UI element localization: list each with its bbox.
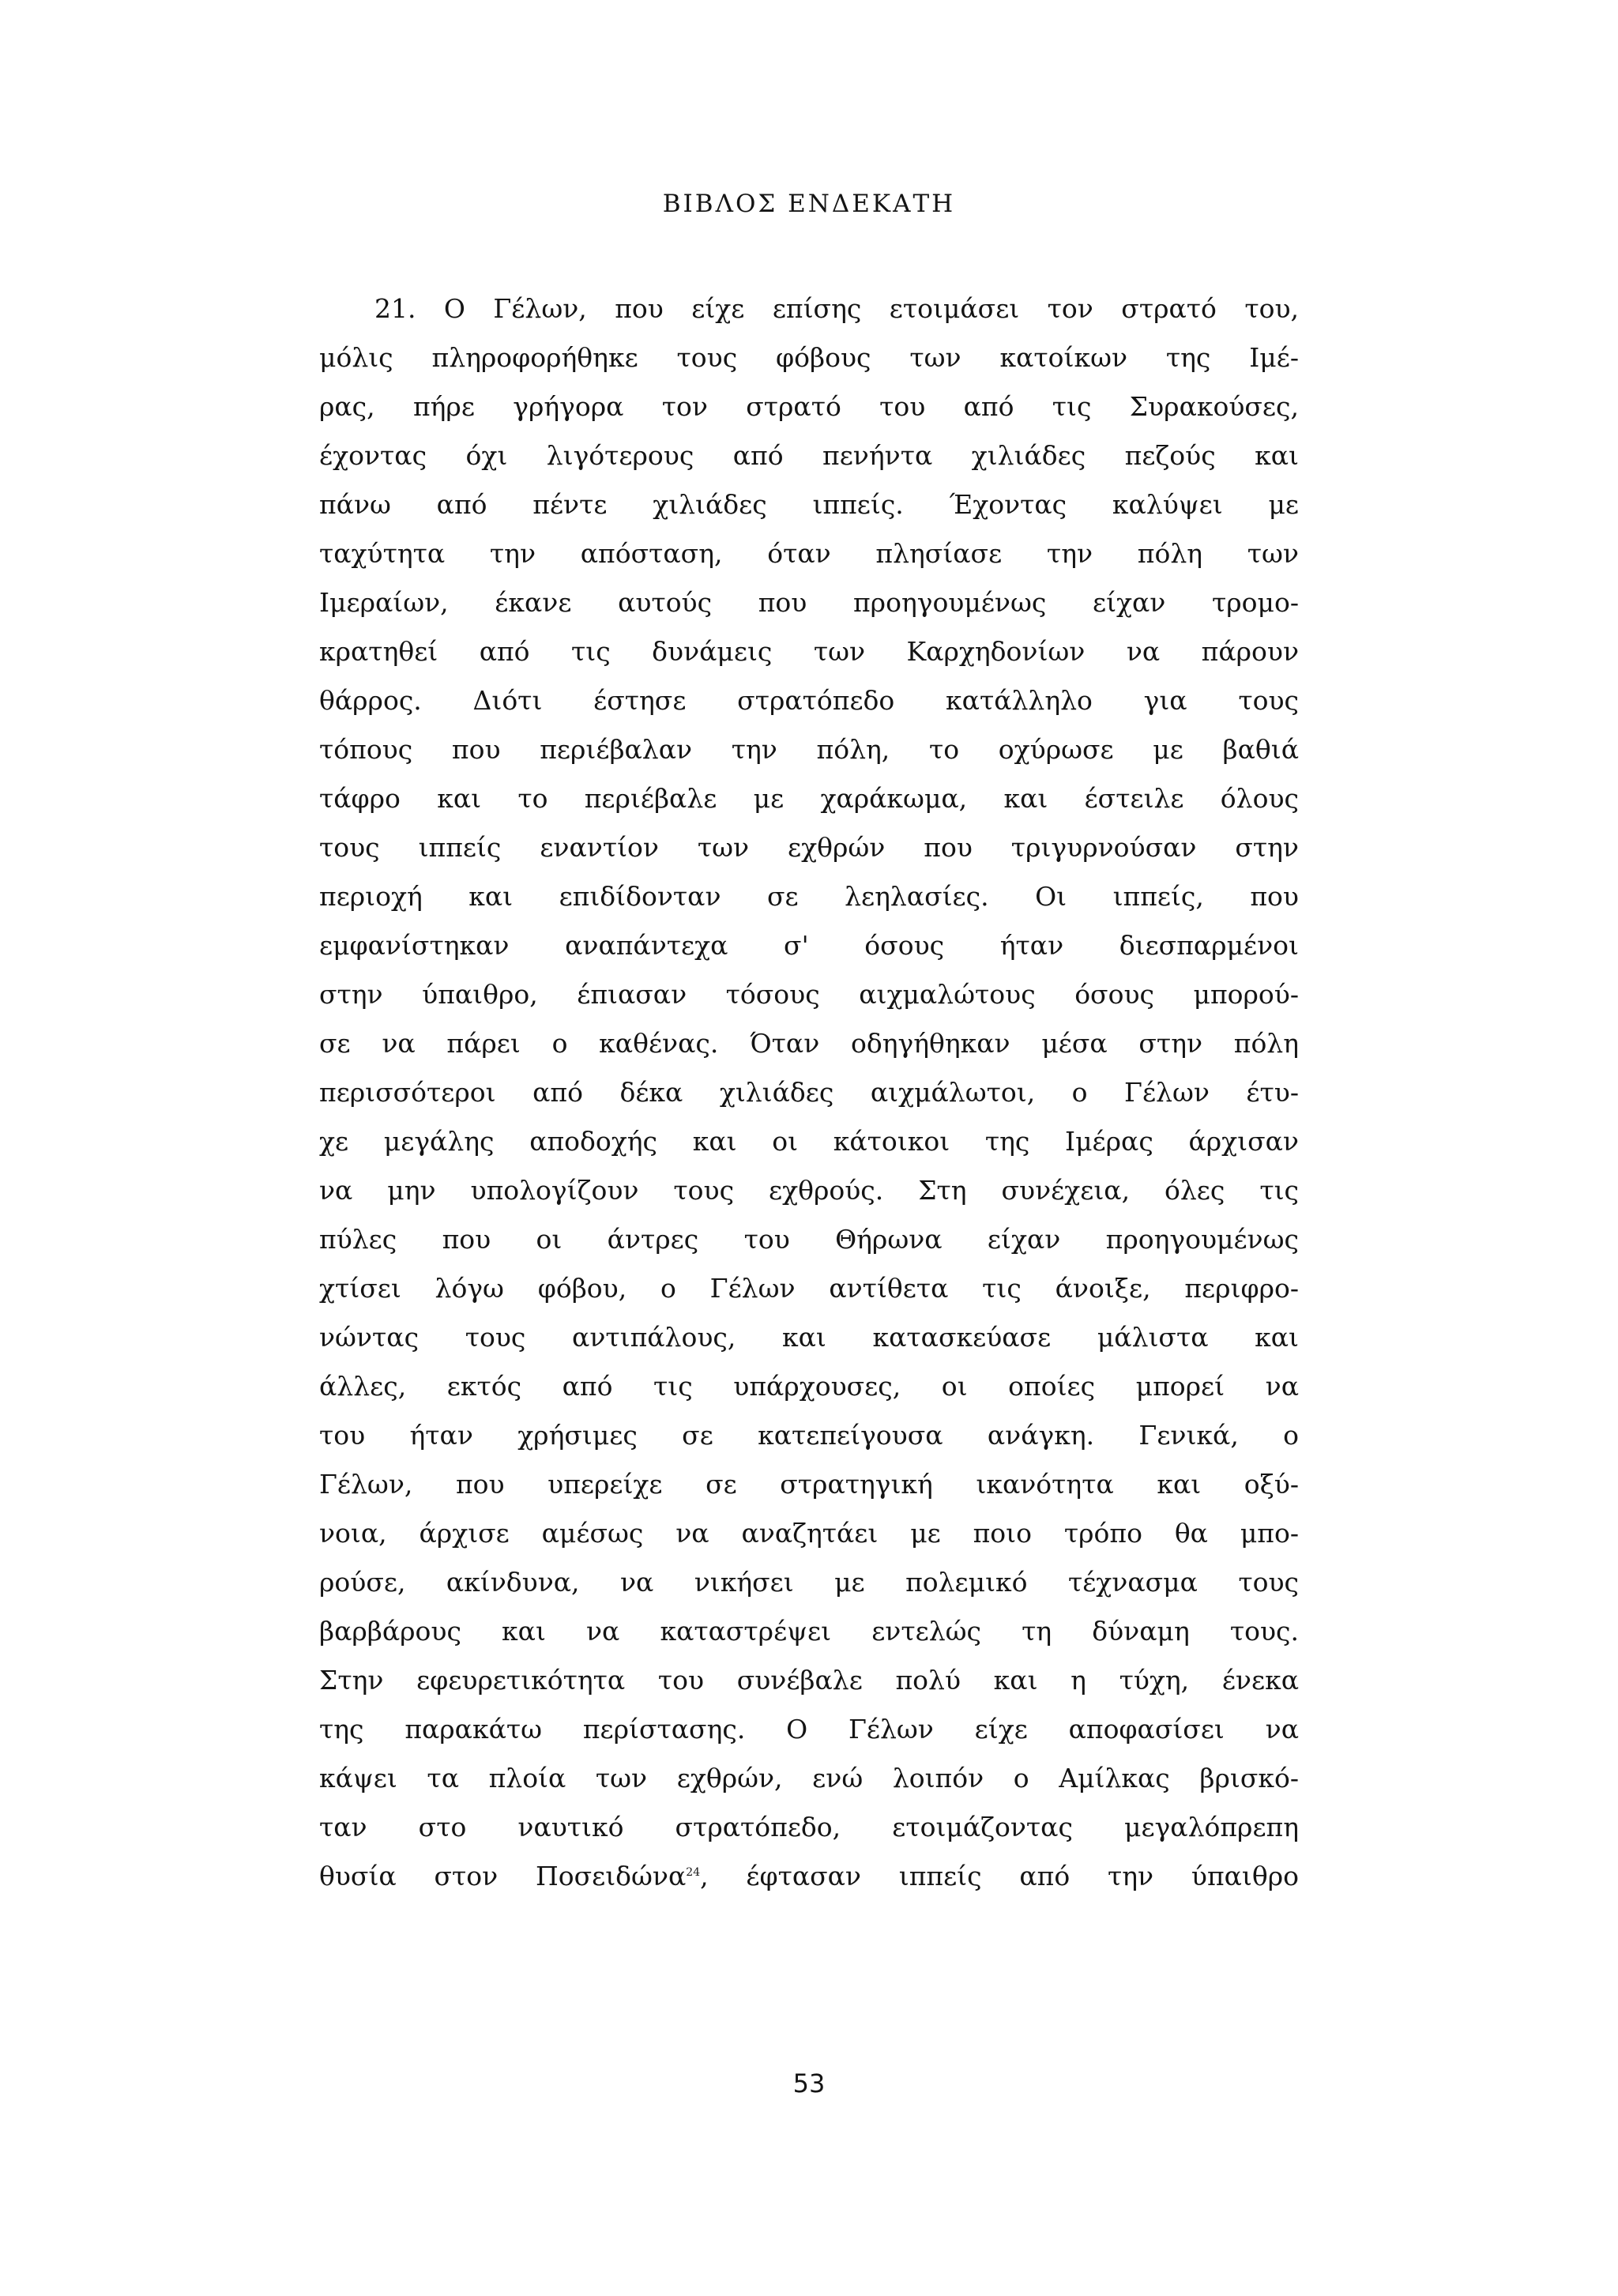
text-line: ρούσε, ακίνδυνα, να νικήσει με πολεμικό τέχνασμα τους [319, 1567, 1299, 1598]
text-line: άλλες, εκτός από τις υπάρχουσες, οι οποίες μπορεί να [319, 1371, 1299, 1402]
text-line: ρας, πήρε γρήγορα τον στρατό του από τις Συρακούσες, [319, 391, 1299, 422]
text-line: του ήταν χρήσιμες σε κατεπείγουσα ανάγκη. Γενικά, ο [319, 1420, 1299, 1451]
text-line: νοια, άρχισε αμέσως να αναζητάει με ποιο τρόπο θα μπο- [319, 1518, 1299, 1549]
text-line: περιοχή και επιδίδονταν σε λεηλασίες. Οι ιππείς, που [319, 881, 1299, 912]
text-line: Γέλων, που υπερείχε σε στρατηγική ικανότητα και οξύ- [319, 1469, 1299, 1500]
text-line: τάφρο και το περιέβαλε με χαράκωμα, και έστειλε όλους [319, 783, 1299, 814]
text-line: τόπους που περιέβαλαν την πόλη, το οχύρωσε με βαθιά [319, 734, 1299, 765]
text-fragment: , έφτασαν ιππείς από την ύπαιθρο [700, 1861, 1299, 1891]
text-line: νώντας τους αντιπάλους, και κατασκεύασε μάλιστα και [319, 1322, 1299, 1353]
text-line: κάψει τα πλοία των εχθρών, ενώ λοιπόν ο Αμίλκας βρισκό- [319, 1763, 1299, 1794]
text-line: μόλις πληροφορήθηκε τους φόβους των κατοίκων της Ιμέ- [319, 342, 1299, 373]
text-line: ταχύτητα την απόσταση, όταν πλησίασε την πόλη των [319, 538, 1299, 569]
text-line: της παρακάτω περίστασης. Ο Γέλων είχε αποφασίσει να [319, 1714, 1299, 1745]
text-fragment: θυσία στον Ποσειδώνα [319, 1861, 687, 1891]
text-line: βαρβάρους και να καταστρέψει εντελώς τη δύναμη τους. [319, 1616, 1299, 1647]
text-line: πύλες που οι άντρες του Θήρωνα είχαν προηγουμένως [319, 1224, 1299, 1255]
text-line: θάρρος. Διότι έστησε στρατόπεδο κατάλληλο για τους [319, 685, 1299, 716]
text-line: ταν στο ναυτικό στρατόπεδο, ετοιμάζοντας μεγαλόπρεπη [319, 1812, 1299, 1842]
text-line: να μην υπολογίζουν τους εχθρούς. Στη συνέχεια, όλες τις [319, 1175, 1299, 1206]
text-line: χτίσει λόγω φόβου, ο Γέλων αντίθετα τις άνοιξε, περιφρο- [319, 1273, 1299, 1304]
text-line: στην ύπαιθρο, έπιασαν τόσους αιχμαλώτους όσους μπορού- [319, 979, 1299, 1010]
text-line: σε να πάρει ο καθένας. Όταν οδηγήθηκαν μέσα στην πόλη [319, 1028, 1299, 1059]
text-line: τους ιππείς εναντίον των εχθρών που τριγυρνούσαν στην [319, 832, 1299, 863]
text-line: Στην εφευρετικότητα του συνέβαλε πολύ και η τύχη, ένεκα [319, 1665, 1299, 1696]
text-line: Ιμεραίων, έκανε αυτούς που προηγουμένως είχαν τρομο- [319, 587, 1299, 618]
text-line: εμφανίστηκαν αναπάντεχα σ' όσους ήταν διεσπαρμένοι [319, 930, 1299, 961]
text-line: 21. Ο Γέλων, που είχε επίσης ετοιμάσει τον στρατό του, [374, 293, 1299, 324]
text-line: χε μεγάλης αποδοχής και οι κάτοικοι της Ιμέρας άρχισαν [319, 1126, 1299, 1157]
running-title: ΒΙΒΛΟΣ ΕΝΔΕΚΑΤΗ [662, 190, 956, 218]
text-line: πάνω από πέντε χιλιάδες ιππείς. Έχοντας καλύψει με [319, 489, 1299, 520]
text-line-with-footnote [319, 1852, 1299, 1901]
body-text [319, 284, 1299, 1901]
text-line: έχοντας όχι λιγότερους από πενήντα χιλιάδες πεζούς και [319, 440, 1299, 471]
text-line: κρατηθεί από τις δυνάμεις των Καρχηδονίων να πάρουν [319, 636, 1299, 667]
footnote-marker[interactable]: 24 [686, 1866, 701, 1879]
text-line: περισσότεροι από δέκα χιλιάδες αιχμάλωτοι, ο Γέλων έτυ- [319, 1077, 1299, 1108]
page-number: 53 [792, 2068, 826, 2098]
